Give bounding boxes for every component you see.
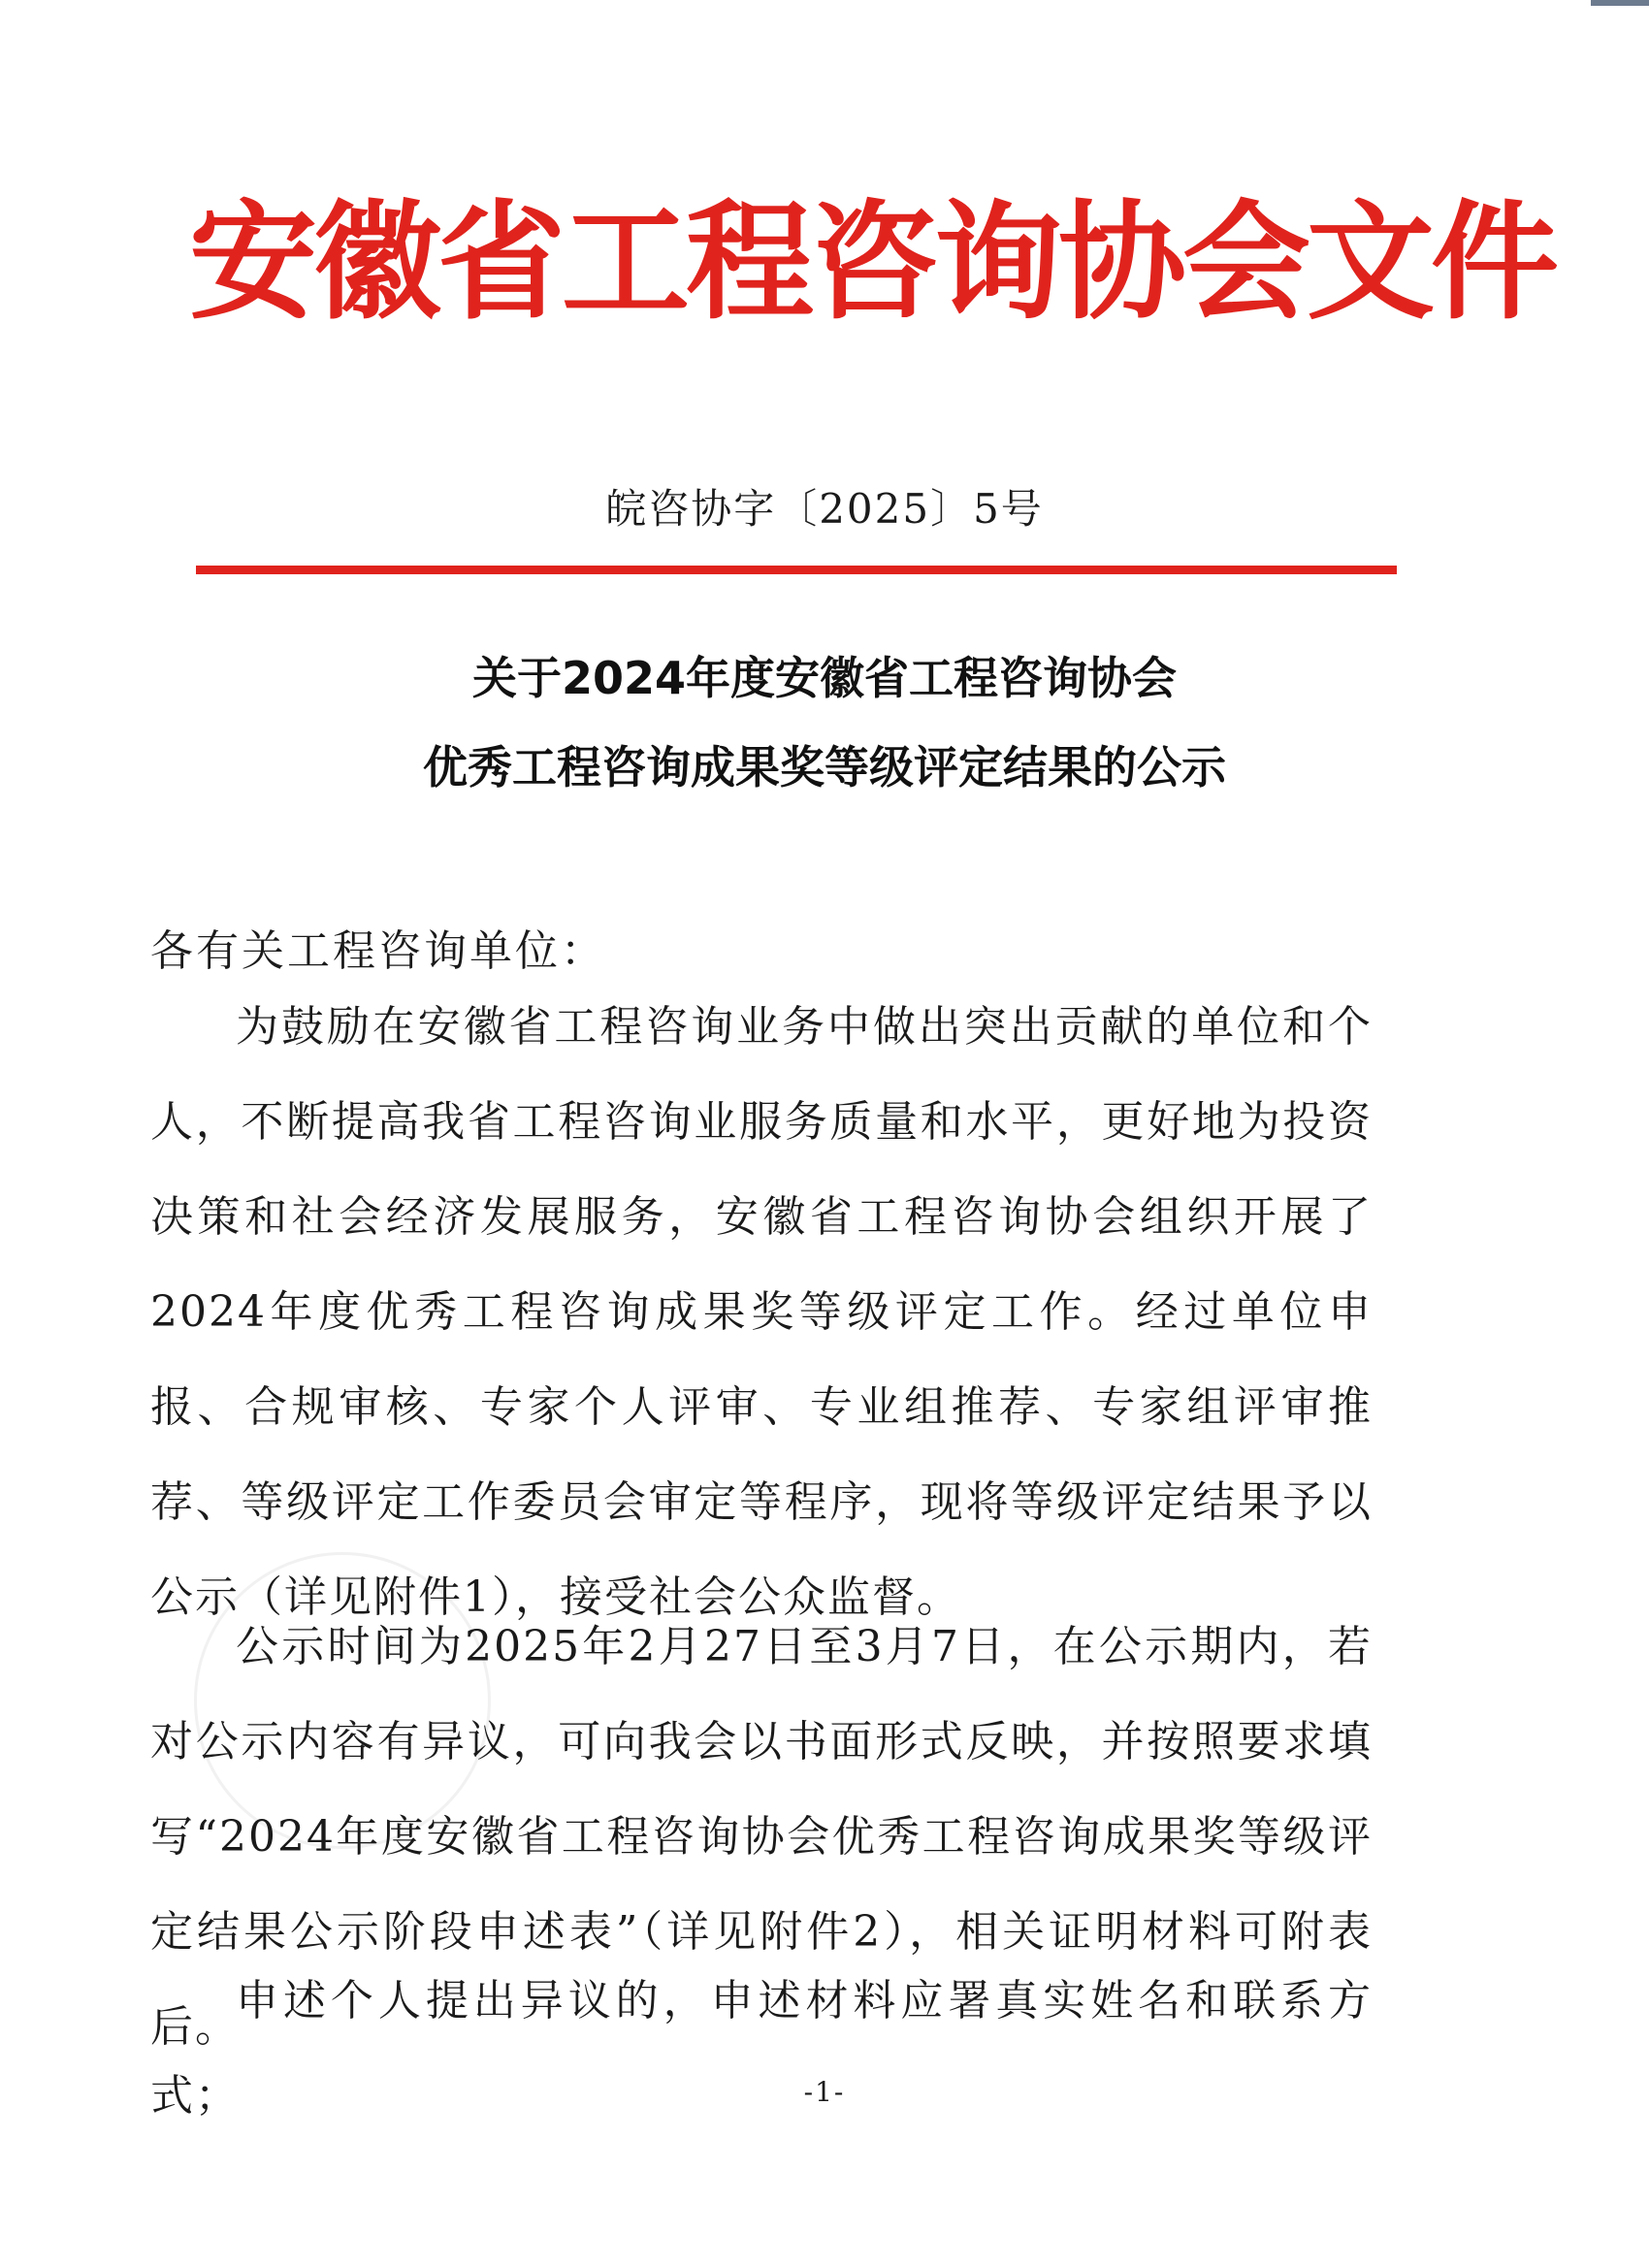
title-line-2: 优秀工程咨询成果奖等级评定结果的公示 bbox=[423, 741, 1226, 794]
red-divider-line bbox=[196, 566, 1397, 574]
salutation: 各有关工程咨询单位： bbox=[150, 926, 606, 976]
body-paragraph-1: 为鼓励在安徽省工程咨询业务中做出突出贡献的单位和个人，不断提高我省工程咨询业服务质量和水平，更好地为投资决策和社会经济发展服务，安徽省工程咨询协会组织开展了2024年度优秀工程咨询成果奖等级评定工作。经过单位申报、合规审核、专家个人评审、专业组推荐、专家组评审推荐、等级评定工作委员会审定等程序，现将等级评定结果予以公示（详见附件1），接受社会公众监督。 bbox=[150, 1002, 1373, 1622]
scan-corner-mark bbox=[1591, 0, 1649, 6]
body-paragraph-2: 公示时间为2025年2月27日至3月7日，在公示期内，若对公示内容有异议，可向我会以书面形式反映，并按照要求填写“2024年度安徽省工程咨询协会优秀工程咨询成果奖等级评定结果公示阶段申述表”（详见附件2），相关证明材料可附表后。 bbox=[150, 1622, 1373, 2052]
page-number: -1- bbox=[803, 2076, 846, 2108]
issuer-header: 安徽省工程咨询协会文件 bbox=[189, 187, 1555, 338]
body-paragraph-3: 申述个人提出异议的，申述材料应署真实姓名和联系方式； bbox=[150, 1976, 1373, 2121]
title-line-1: 关于2024年度安徽省工程咨询协会 bbox=[471, 652, 1178, 704]
document-number: 皖咨协字〔2025〕5号 bbox=[605, 485, 1044, 533]
